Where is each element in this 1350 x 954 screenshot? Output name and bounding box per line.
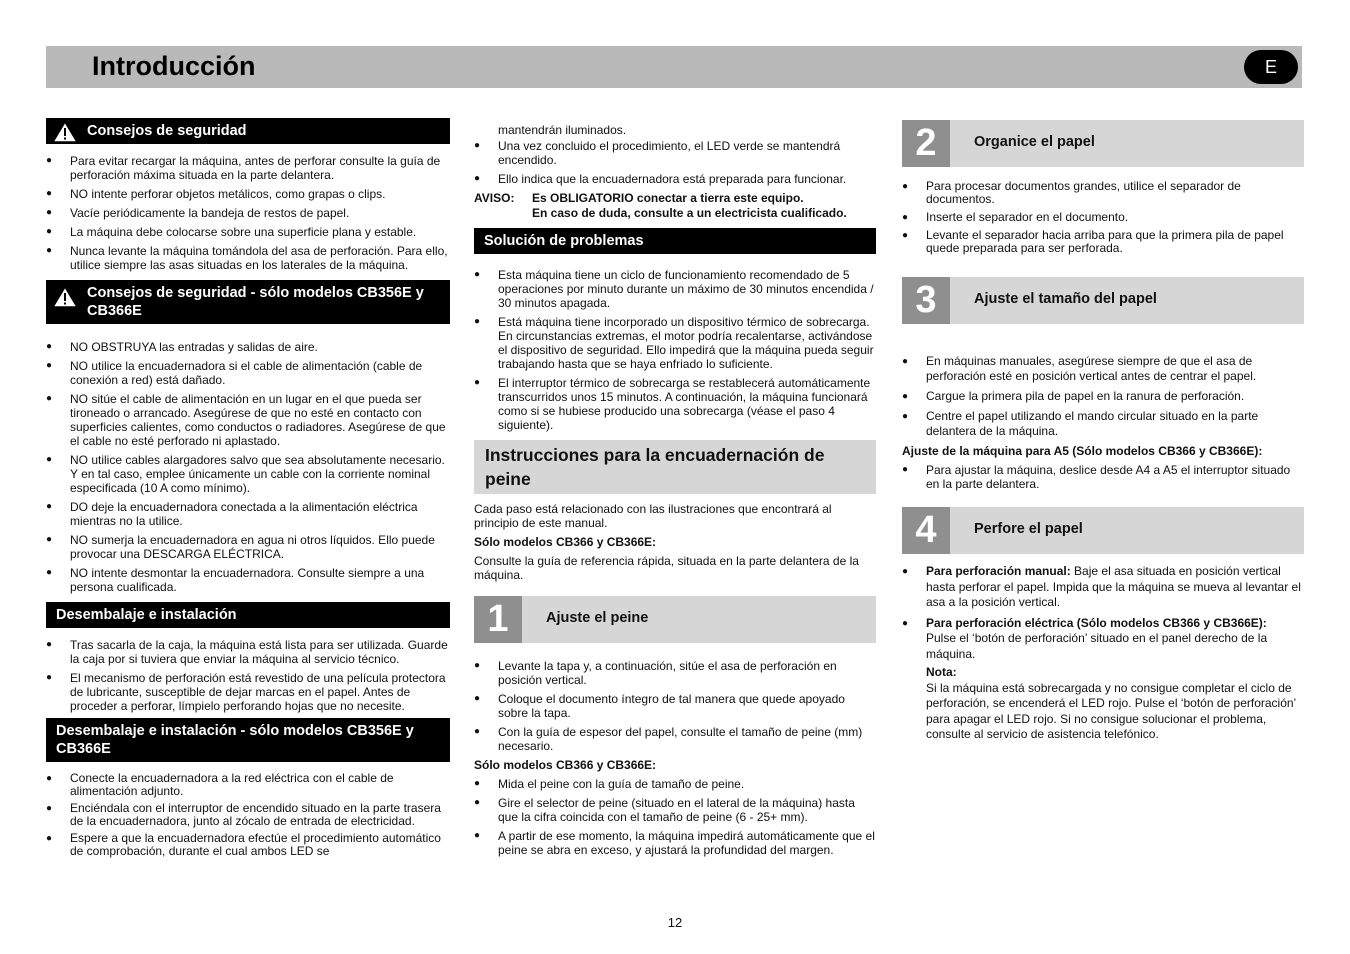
warning-notice [474,191,876,221]
note-label: Nota: [926,665,957,679]
step-1-list [474,659,876,753]
list-item: ● Espere a que la encuadernadora efectúe el procedimiento automático de comprobación, durante el cual ambos LED se [46,832,450,858]
list-item: ● Esta máquina tiene un ciclo de funcionamiento recomendado de 5 operaciones por minuto durante un máximo de 30 minutos encendida / 30 minutos apagada. [474,268,876,310]
list-item: ● Nunca levante la máquina tomándola del asa de perforación. Para ello, utilice siempre las asas situadas en los laterales de la máquina. [46,244,450,272]
list-item: ● Levante el separador hacia arriba para que la primera pila de papel quede preparada para ser perforada. [902,229,1304,255]
list-item: ● NO sitúe el cable de alimentación en un lugar en el que pueda ser tironeado o arrancado. Asegúrese de que no esté en contacto con superficies calientes, como conductos o radiadores. Asegúrese de que el cable no esté perforado ni aplastado. [46,392,450,448]
troubleshooting-list [474,268,876,432]
note-text: Si la máquina está sobrecargada y no consigue completar el ciclo de perforación, se encenderá el LED rojo. Pulse el ‘botón de perforación’ para apagar el LED rojo. Si no consigue solucionar el problema, consulte al servicio de asistencia telefónico. [926,680,1296,741]
warning-icon [52,121,78,143]
list-item: ● NO OBSTRUYA las entradas y salidas de aire. [46,340,450,354]
quick-guide-text: Consulte la guía de referencia rápida, situada en la parte delantera de la máquina. [474,554,859,582]
section-title: Desembalaje e instalación - sólo modelos CB356E y CB366E [56,723,414,757]
list-item: ● NO utilice la encuadernadora si el cable de alimentación (cable de conexión a red) está dañado. [46,359,450,387]
step-title: Perfore el papel [974,521,1083,537]
step-3-list [902,354,1304,439]
list-item: ● El interruptor térmico de sobrecarga se restablecerá automáticamente transcurridos unos 15 minutos. A continuación, la máquina funcionará como si se hubiese producido una sobrecarga (véase el paso 4 siguiente). [474,376,876,432]
list-item: ● Tras sacarla de la caja, la máquina está lista para ser utilizada. Guarde la caja por si tuviera que enviar la máquina al servicio técnico. [46,638,450,666]
notice-label: AVISO: [474,191,515,205]
list-item: ● Para evitar recargar la máquina, antes de perforar consulte la guía de perforación máxima situada en la parte delantera. [46,154,450,182]
warning-icon [52,286,78,308]
manual-punch-text: Baje el asa situada en posición vertical hasta perforar el papel. Impida que la máquina se mueva al levantar el asa a la posición vertical. [926,564,1301,609]
continued-list [474,139,876,186]
column-right [902,112,1304,748]
list-item: ● Para ajustar la máquina, deslice desde A4 a A5 el interruptor situado en la parte delantera. [902,463,1304,491]
list-item: ● A partir de ese momento, la máquina impedirá automáticamente que el peine se abra en exceso, y ajustará la profundidad del margen. [474,829,876,857]
step-1-models-list [474,777,876,857]
section-header-unpacking [46,602,450,628]
electric-punch-label: Para perforación eléctrica (Sólo modelos CB366 y CB366E): [926,615,1267,630]
list-item: ● El mecanismo de perforación está revestido de una película protectora de lubricante, susceptible de dejar marcas en el papel. Antes de proceder a perforar, límpielo perforando hojas que no necesite. [46,671,450,713]
instructions-title: Instrucciones para la encuadernación de peine [474,440,876,494]
notice-line: En caso de duda, consulte a un electricista cualificado. [532,206,847,220]
list-item: ● Mida el peine con la guía de tamaño de peine. [474,777,876,791]
step-2-header [902,120,1304,167]
list-item: ● NO intente perforar objetos metálicos, como grapas o clips. [46,187,450,201]
list-item: ● NO sumerja la encuadernadora en agua ni otros líquidos. Ello puede provocar una DESCARGA ELÉCTRICA. [46,533,450,561]
unpacking-list [46,638,450,713]
a5-adjust-title: Ajuste de la máquina para A5 (Sólo modelos CB366 y CB366E): [902,444,1263,458]
list-item: ● En máquinas manuales, asegúrese siempre de que el asa de perforación esté en posición vertical antes de centrar el papel. [902,354,1304,384]
list-item: ● NO utilice cables alargadores salvo que sea absolutamente necesario. Y en tal caso, emplee únicamente un cable con la corriente nominal especificada (10 A como mínimo). [46,453,450,495]
section-header-safety [46,118,450,144]
page-title: Introducción [92,51,256,81]
step-number: 3 [902,277,950,324]
list-item: ● La máquina debe colocarse sobre una superficie plana y estable. [46,225,450,239]
step-title: Ajuste el peine [546,610,649,626]
list-item: ● Centre el papel utilizando el mando circular situado en la parte delantera de la máquina. [902,409,1304,439]
models-note: Sólo modelos CB366 y CB366E: [474,535,657,549]
list-item: ● Coloque el documento íntegro de tal manera que quede apoyado sobre la tapa. [474,692,876,720]
list-item: ● Para procesar documentos grandes, utilice el separador de documentos. [902,180,1304,206]
step-3-header [902,277,1304,324]
safety-models-list [46,340,450,594]
step-number: 2 [902,120,950,167]
step-4-header [902,507,1304,554]
step-title: Organice el papel [974,134,1095,150]
models-note: Sólo modelos CB366 y CB366E: [474,758,657,772]
continued-text: mantendrán iluminados. [498,123,627,137]
list-item: ● NO intente desmontar la encuadernadora. Consulte siempre a una persona cualificada. [46,566,450,594]
step-title: Ajuste el tamaño del papel [974,291,1157,307]
column-left [46,112,450,862]
language-badge: E [1244,50,1298,84]
section-header-troubleshooting [474,228,876,254]
section-title: Consejos de seguridad [87,123,247,139]
list-item: ● Con la guía de espesor del papel, consulte el tamaño de peine (mm) necesario. [474,725,876,753]
a5-list [902,463,1304,491]
list-item: ● Enciéndala con el interruptor de encendido situado en la parte trasera de la encuadernadora, junto al zócalo de entrada de electricidad. [46,802,450,828]
step-number: 1 [474,596,522,643]
notice-line: Es OBLIGATORIO conectar a tierra este equipo. [532,191,804,205]
step-2-list [902,180,1304,255]
list-item: ● DO deje la encuadernadora conectada a la alimentación eléctrica mientras no la utilice. [46,500,450,528]
section-header-safety-models [46,280,450,324]
list-item: ● Inserte el separador en el documento. [902,211,1304,224]
list-item [902,564,1304,611]
list-item: ● Gire el selector de peine (situado en el lateral de la máquina) hasta que la cifra coincida con el tamaño de peine (6 - 25+ mm). [474,796,876,824]
column-middle [474,112,876,862]
list-item [902,616,1304,743]
step-4-list [902,564,1304,743]
unpacking-models-list [46,772,450,858]
page-number: 12 [667,915,683,930]
list-item: ● Cargue la primera pila de papel en la ranura de perforación. [902,389,1304,404]
section-title: Consejos de seguridad - sólo modelos CB356E y CB366E [87,285,424,319]
section-title: Solución de problemas [484,233,644,249]
list-item: ● Levante la tapa y, a continuación, sitúe el asa de perforación en posición vertical. [474,659,876,687]
manual-punch-label: Para perforación manual: [926,564,1071,578]
electric-punch-text: Pulse el ‘botón de perforación’ situado en el panel derecho de la máquina. [926,631,1268,661]
step-1-header [474,596,876,643]
list-item: ● Una vez concluido el procedimiento, el LED verde se mantendrá encendido. [474,139,876,167]
list-item: ● Ello indica que la encuadernadora está preparada para funcionar. [474,172,876,186]
step-number: 4 [902,507,950,554]
section-header-unpacking-models [46,718,450,762]
list-item: ● Conecte la encuadernadora a la red eléctrica con el cable de alimentación adjunto. [46,772,450,798]
list-item: ● Está máquina tiene incorporado un dispositivo térmico de sobrecarga. En circunstancias extremas, el motor podría recalentarse, activándose el dispositivo de seguridad. Ello impedirá que la máquina pueda seguir trabajando hasta que se haya enfriado lo suficiente. [474,315,876,371]
page-header [46,46,1302,88]
list-item: ● Vacíe periódicamente la bandeja de restos de papel. [46,206,450,220]
safety-list [46,154,450,272]
instructions-intro: Cada paso está relacionado con las ilustraciones que encontrará al principio de este manual. [474,502,832,530]
section-title: Desembalaje e instalación [56,607,237,623]
